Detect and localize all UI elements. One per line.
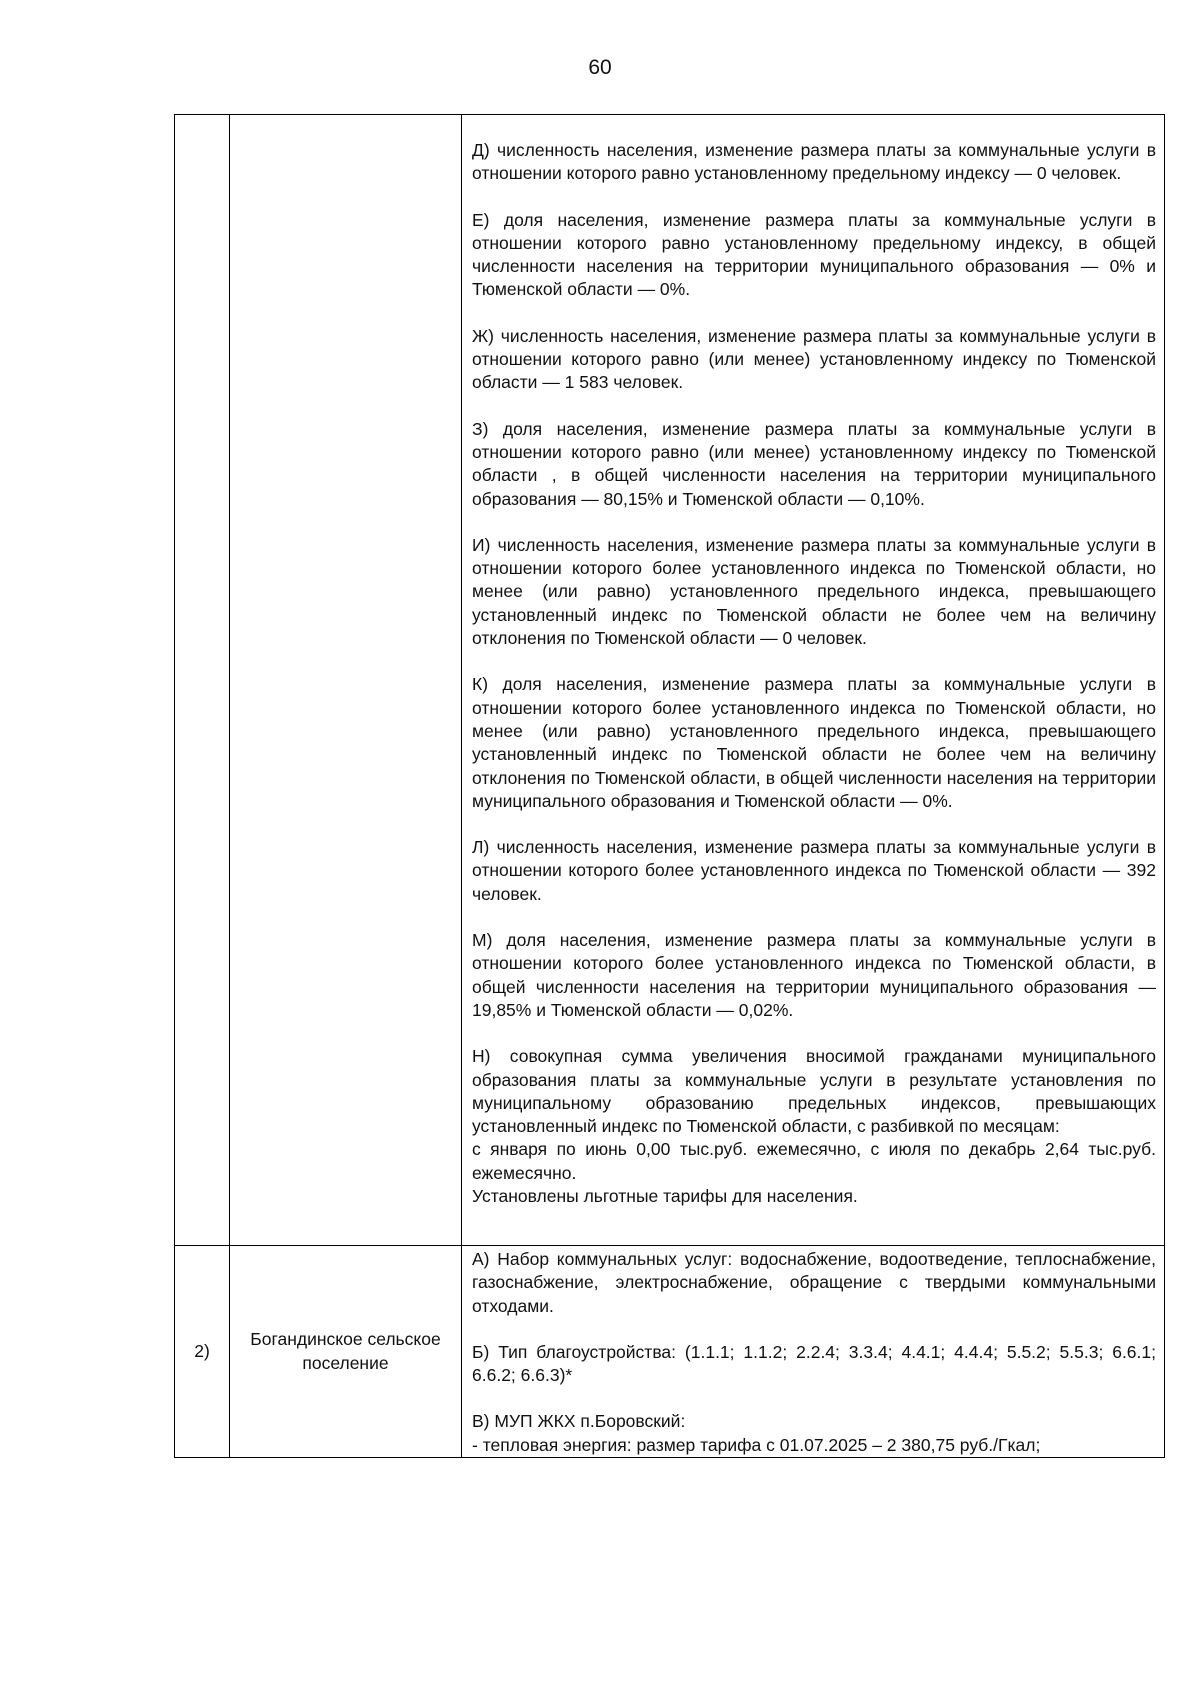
description-cell xyxy=(462,115,1165,1246)
paragraph-d: Д) численность населения, изменение размера платы за коммунальные услуги в отношении которого равно установленному предельному индексу — 0 человек. xyxy=(472,140,1156,184)
municipality-name-cell: Богандинское сельское поселение xyxy=(230,1246,462,1458)
paragraph-i: И) численность населения, изменение размера платы за коммунальные услуги в отношении которого более установленного индекса по Тюменской области, но менее (или равно) установленного предельного индекса, превышающего установленный индекс по Тюменской области не более чем на величину отклонения по Тюменской области — 0 человек. xyxy=(472,534,1156,649)
municipality-name-cell xyxy=(230,115,462,1246)
table-row xyxy=(175,1246,1165,1458)
paragraph-a: А) Набор коммунальных услуг: водоснабжение, водоотведение, теплоснабжение, газоснабжение, электроснабжение, обращение с твердыми коммунальными отходами. xyxy=(472,1249,1156,1316)
paragraph-b: Б) Тип благоустройства: (1.1.1; 1.1.2; 2.2.4; 3.3.4; 4.4.1; 4.4.4; 5.5.2; 5.5.3; 6.6.1; 6.6.2; 6.6.3)* xyxy=(472,1341,1156,1386)
description-cell xyxy=(462,1246,1165,1458)
paragraph-m: М) доля населения, изменение размера платы за коммунальные услуги в отношении которого более установленного индекса по Тюменской области, в общей численности населения на территории муниципального образования — 19,85% и Тюменской области — 0,02%. xyxy=(472,930,1156,1020)
paragraph-v xyxy=(472,1410,1156,1457)
row-number-cell xyxy=(175,115,230,1246)
document-table xyxy=(174,114,1165,1458)
paragraph-v-provider: В) МУП ЖКХ п.Боровский: xyxy=(472,1411,686,1432)
paragraph-n-main: Н) совокупная сумма увеличения вносимой гражданами муниципального образования платы за коммунальные услуги в результате установления по муниципальному образованию предельных индексов, превышающих установленный индекс по Тюменской области, с разбивкой по месяцам: xyxy=(472,1046,1156,1137)
row-number-cell: 2) xyxy=(175,1246,230,1458)
paragraph-k: К) доля населения, изменение размера платы за коммунальные услуги в отношении которого более установленного индекса по Тюменской области, но менее (или равно) установленного предельного индекса, превышающего установленный индекс по Тюменской области не более чем на величину отклонения по Тюменской области, в общей численности населения на территории муниципального образования и Тюменской области — 0%. xyxy=(472,674,1156,811)
page-number: 60 xyxy=(588,56,612,79)
paragraph-e: Е) доля населения, изменение размера платы за коммунальные услуги в отношении которого равно установленному предельному индексу, в общей численности населения на территории муниципального образования — 0% и Тюменской области — 0%. xyxy=(472,209,1156,300)
paragraph-v-tariff: - тепловая энергия: размер тарифа с 01.07.2025 – 2 380,75 руб./Гкал; xyxy=(472,1434,1041,1455)
paragraph-l: Л) численность населения, изменение размера платы за коммунальные услуги в отношении которого более установленного индекса по Тюменской области — 392 человек. xyxy=(472,837,1156,904)
paragraph-n-note: Установлены льготные тарифы для населения. xyxy=(472,1185,858,1206)
paragraph-z: З) доля населения, изменение размера платы за коммунальные услуги в отношении которого равно (или менее) установленному индексу по Тюменской области , в общей численности населения на территории муниципального образования — 80,15% и Тюменской области — 0,10%. xyxy=(472,418,1156,509)
paragraph-n-monthly: с января по июнь 0,00 тыс.руб. ежемесячно, с июля по декабрь 2,64 тыс.руб. ежемесячно. xyxy=(472,1139,1156,1183)
table-row xyxy=(175,115,1165,1246)
paragraph-n xyxy=(472,1045,1156,1208)
paragraph-zh: Ж) численность населения, изменение размера платы за коммунальные услуги в отношении которого равно (или менее) установленному индексу по Тюменской области — 1 583 человек. xyxy=(472,325,1156,393)
